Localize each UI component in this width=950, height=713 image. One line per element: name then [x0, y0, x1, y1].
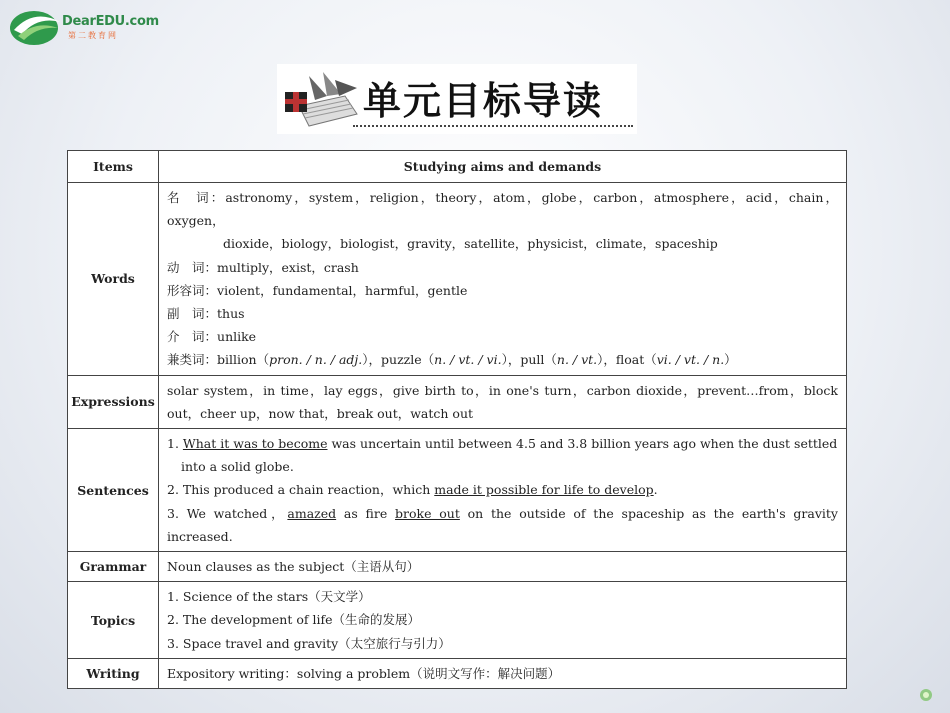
row-label-sentences: Sentences [68, 429, 159, 552]
table-row-expressions [68, 375, 847, 428]
noun-tag: 名 词： [167, 190, 226, 205]
prep-tag: 介 词： [167, 329, 218, 345]
verbs-line [167, 256, 838, 279]
sentence-1-underlined: What it was to become [182, 436, 328, 452]
writing-content: Expository writing：solving a problem（说明文写作：解决问题） [159, 658, 847, 688]
verb-list: multiply，exist，crash [217, 259, 359, 275]
sentence-1-rest: was uncertain until between 4.5 and 3.8 billion years ago when the dust settled [327, 436, 838, 452]
nouns-line [167, 186, 838, 232]
site-logo [8, 4, 158, 48]
header-aims: Studying aims and demands [159, 151, 847, 183]
sentence-1-num: 1. [167, 436, 183, 452]
banner-divider [353, 125, 633, 127]
verb-tag: 动 词： [167, 259, 218, 275]
topic-item: 1. Science of the stars（天文学） [167, 589, 371, 605]
prepositions-line [167, 325, 838, 348]
logo-swoosh-icon [8, 4, 64, 48]
slide-sparkle-icon [916, 685, 936, 705]
expressions-content: solar system，in time，lay eggs，give birth to，in one's turn，carbon dioxide，prevent…from，block out，cheer up，now that，break out，watch out [159, 375, 847, 428]
sentence-3-mid: as fire [336, 505, 396, 521]
book-leaf-icon [279, 66, 361, 132]
adv-tag: 副 词： [167, 306, 218, 322]
row-label-grammar: Grammar [68, 552, 159, 582]
nouns-line-2: dioxide，biology，biologist，gravity，satellite，physicist，climate，spaceship [223, 236, 718, 252]
sentence-3-end: on the outside of the spaceship as the earth's gravity increased. [167, 505, 838, 544]
topic-item: 2. The development of life（生命的发展） [167, 612, 420, 628]
adv-list: thus [217, 306, 245, 322]
sentence-2-underlined: made it possible for life to develop [434, 482, 654, 498]
adverbs-line [167, 302, 838, 325]
table-row-grammar [68, 552, 847, 582]
logo-text: DearEDU.com [62, 14, 159, 29]
adj-list: violent，fundamental，harmful，gentle [217, 282, 468, 298]
sentence-1-line-2: into a solid globe. [181, 459, 294, 475]
unit-banner [277, 64, 637, 134]
logo-subtitle: 第二教育网 [68, 31, 118, 40]
grammar-content: Noun clauses as the subject（主语从句） [159, 552, 847, 582]
table-row-sentences [68, 429, 847, 552]
topic-item: 3. Space travel and gravity（太空旅行与引力） [167, 635, 451, 651]
multi-pos-1: pron. / n. / adj. [269, 352, 363, 368]
row-label-expressions: Expressions [68, 375, 159, 428]
sentence-2-end: . [653, 482, 658, 498]
multi-pos-3: n. / vt. [556, 352, 598, 368]
row-label-words: Words [68, 183, 159, 376]
table-row-words [68, 183, 847, 376]
aims-table [67, 150, 847, 689]
multi-word-3: ），pull（ [501, 352, 557, 368]
sentence-1 [167, 432, 838, 455]
multi-word-4: ），float（ [597, 352, 657, 368]
banner-title: 单元目标导读 [363, 79, 604, 123]
row-label-topics: Topics [68, 582, 159, 659]
sentence-2-start: 2. This produced a chain reaction，which [167, 482, 435, 498]
sentences-content [159, 429, 847, 552]
multi-pos-2: n. / vt. / vi. [434, 352, 502, 368]
header-items: Items [68, 151, 159, 183]
multi-class-line [167, 348, 838, 371]
adjectives-line [167, 279, 838, 302]
noun-list-1: astronomy，system，religion，theory，atom，globe，carbon，atmosphere，acid，chain，oxygen， [167, 190, 838, 229]
table-row-writing [68, 658, 847, 688]
sentence-3-underlined-2: broke out [395, 505, 460, 521]
adj-tag: 形容词： [167, 282, 218, 298]
table-row-topics [68, 582, 847, 659]
sentence-2 [167, 478, 838, 501]
multi-tag: 兼类词： [167, 352, 218, 368]
sentence-3-start: 3. We watched， [167, 505, 288, 521]
sentence-3 [167, 502, 838, 548]
row-label-writing: Writing [68, 658, 159, 688]
table-header-row [68, 151, 847, 183]
sentence-3-underlined-1: amazed [287, 505, 337, 521]
words-content [159, 183, 847, 376]
multi-pos-4: vi. / vt. / n. [656, 352, 725, 368]
prep-list: unlike [217, 329, 257, 345]
multi-end: ） [724, 352, 737, 368]
multi-word-1: billion（ [217, 352, 270, 368]
multi-word-2: ），puzzle（ [362, 352, 435, 368]
topics-content [159, 582, 847, 659]
